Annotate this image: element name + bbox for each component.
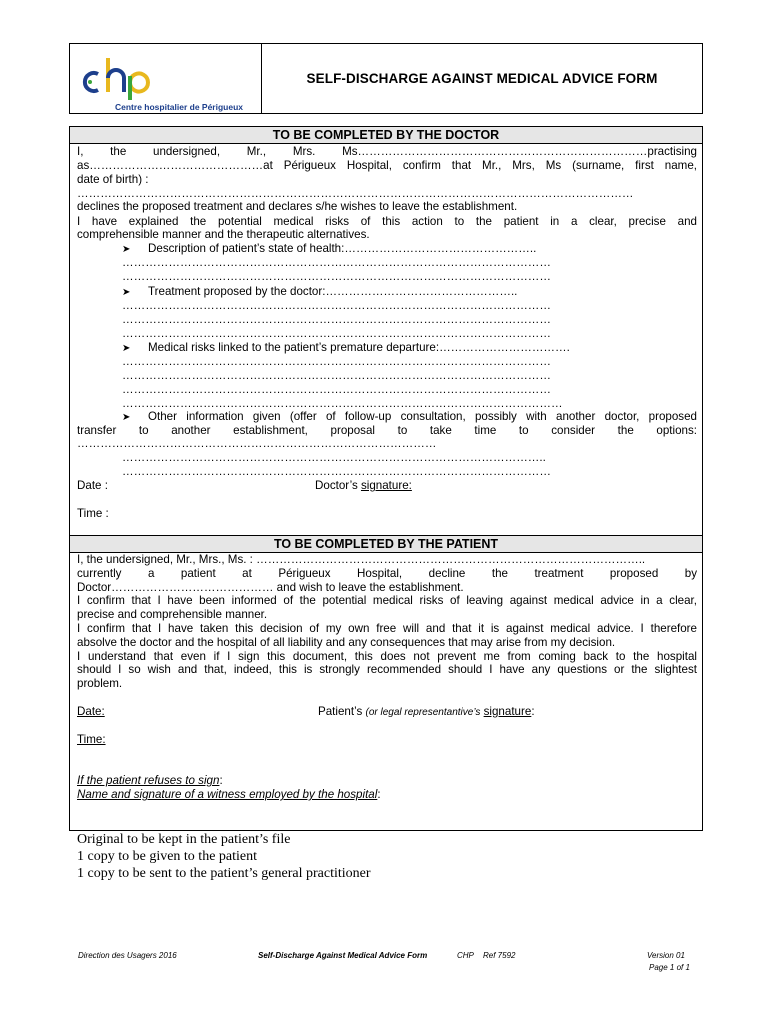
treatment-dots-3[interactable]: ………………………………………………………………………………………………… (122, 327, 551, 340)
treatment-bullet (122, 285, 517, 300)
patient-line-8: I understand that even if I sign this document, this does not prevent me from coming back to the hospital (77, 650, 697, 663)
patient-line-4: I confirm that I have been informed of the potential medical risks of leaving against medical advice in a clear, (77, 594, 697, 607)
distribution-item-1: Original to be kept in the patient’s file (77, 832, 291, 847)
logo-text: Centre hospitalier de Périgueux (115, 102, 244, 112)
doctor-signature-label[interactable]: Doctor’s signature: (315, 479, 412, 492)
risks-dots-1[interactable]: ………………………………………………………………………………………………… (122, 355, 551, 368)
other-dots-2[interactable]: ………………………………………………………………………………………………… (122, 465, 551, 478)
doctor-line-7: comprehensible manner and the therapeutic alternatives. (77, 228, 370, 241)
patient-time-label[interactable]: Time: (77, 733, 106, 746)
other-dots-1[interactable]: ……………………………………………………………………………………………….. (122, 451, 546, 464)
other-line-1: ➤ Other information given (offer of follow-up consultation, possibly with another doctor, proposed (122, 410, 697, 423)
patient-line-3[interactable]: Doctor…………………………………… and wish to leave the establishment. (77, 581, 464, 594)
form-box (69, 126, 703, 831)
health-dots-1[interactable]: ………………………………………………………………………………………………… (122, 256, 551, 269)
doctor-time-label[interactable]: Time : (77, 507, 109, 520)
patient-section-heading: TO BE COMPLETED BY THE PATIENT (70, 535, 702, 553)
arrow-icon: ➤ (122, 244, 131, 255)
health-dots-2[interactable]: ………………………………………………………………………………………………… (122, 270, 551, 283)
patient-signature-label[interactable]: Patient’s (or legal representantive’s signature: (318, 705, 535, 718)
doctor-line-2[interactable]: as………………………………………at Périgueux Hospital, confirm that Mr., Mrs, Ms (surname, first name, (77, 159, 697, 172)
patient-line-6: I confirm that I have taken this decision of my own free will and that it is against medical advice. I therefore (77, 622, 697, 635)
form-title: SELF-DISCHARGE AGAINST MEDICAL ADVICE FORM (306, 71, 658, 86)
form-title-cell (262, 44, 702, 113)
footer-page: Page 1 of 1 (649, 963, 690, 972)
chp-logo-icon (82, 52, 252, 112)
health-bullet (122, 242, 536, 257)
footer-form-name: Self-Discharge Against Medical Advice Form (258, 951, 428, 960)
footer-chp: CHP (457, 951, 474, 960)
doctor-line-6: I have explained the potential medical risks of this action to the patient in a clear, precise and (77, 215, 697, 228)
refuse-label: If the patient refuses to sign: (77, 774, 223, 787)
distribution-item-3: 1 copy to be sent to the patient’s general practitioner (77, 866, 371, 881)
risks-dots-2[interactable]: ………………………………………………………………………………………………… (122, 369, 551, 382)
patient-line-1[interactable]: I, the undersigned, Mr., Mrs., Ms. : ……………………………………………………………………………………….. (77, 553, 646, 566)
patient-line-10: problem. (77, 677, 123, 690)
doctor-line-1[interactable]: I, the undersigned, Mr., Mrs. Ms…………………………………………………………………practising (77, 145, 697, 158)
doctor-date-label[interactable]: Date : (77, 479, 108, 492)
risks-dots-3[interactable]: ………………………………………………………………………………………………… (122, 383, 551, 396)
doctor-section-heading: TO BE COMPLETED BY THE DOCTOR (70, 127, 702, 144)
health-label[interactable]: Description of patient’s state of health:………………………………………….. (148, 242, 537, 255)
risks-dots-4[interactable]: …………………………………………………………………………………………………… (122, 397, 563, 410)
treatment-dots-1[interactable]: ………………………………………………………………………………………………… (122, 299, 551, 312)
arrow-icon: ➤ (122, 287, 131, 298)
treatment-dots-2[interactable]: ………………………………………………………………………………………………… (122, 313, 551, 326)
patient-line-7: absolve the doctor and the hospital of all liability and any consequences that may arise from my decision. (77, 636, 616, 649)
doctor-line-3: date of birth) : (77, 173, 149, 186)
patient-line-2: currently a patient at Périgueux Hospital, decline the treatment proposed by (77, 567, 697, 580)
doctor-patient-dots[interactable]: ……………………………………………………………………………………………………………………………… (77, 187, 634, 200)
patient-line-5: precise and comprehensible manner. (77, 608, 268, 621)
form-header (69, 43, 703, 114)
risks-bullet (122, 341, 570, 356)
patient-line-9: should I so wish and that, indeed, this is strongly recommended should I have any questions or the slightest (77, 663, 697, 676)
footer-left: Direction des Usagers 2016 (78, 951, 177, 960)
hospital-logo (70, 44, 262, 113)
doctor-line-5: declines the proposed treatment and declares s/he wishes to leave the establishment. (77, 200, 518, 213)
distribution-item-2: 1 copy to be given to the patient (77, 849, 258, 864)
other-line-2: transfer to another establishment, proposal to take time to consider the options: (77, 424, 697, 437)
risks-label[interactable]: Medical risks linked to the patient’s premature departure:……………………………. (148, 341, 570, 354)
witness-label[interactable]: Name and signature of a witness employed by the hospital: (77, 788, 381, 801)
footer-version: Version 01 (647, 951, 685, 960)
other-line-3[interactable]: ………………………………………………………………………………… (77, 437, 437, 450)
patient-date-label[interactable]: Date: (77, 705, 105, 718)
arrow-icon: ➤ (122, 412, 131, 423)
footer-ref: Ref 7592 (483, 951, 516, 960)
arrow-icon: ➤ (122, 343, 131, 354)
treatment-label[interactable]: Treatment proposed by the doctor:………………………………………….. (148, 285, 518, 298)
